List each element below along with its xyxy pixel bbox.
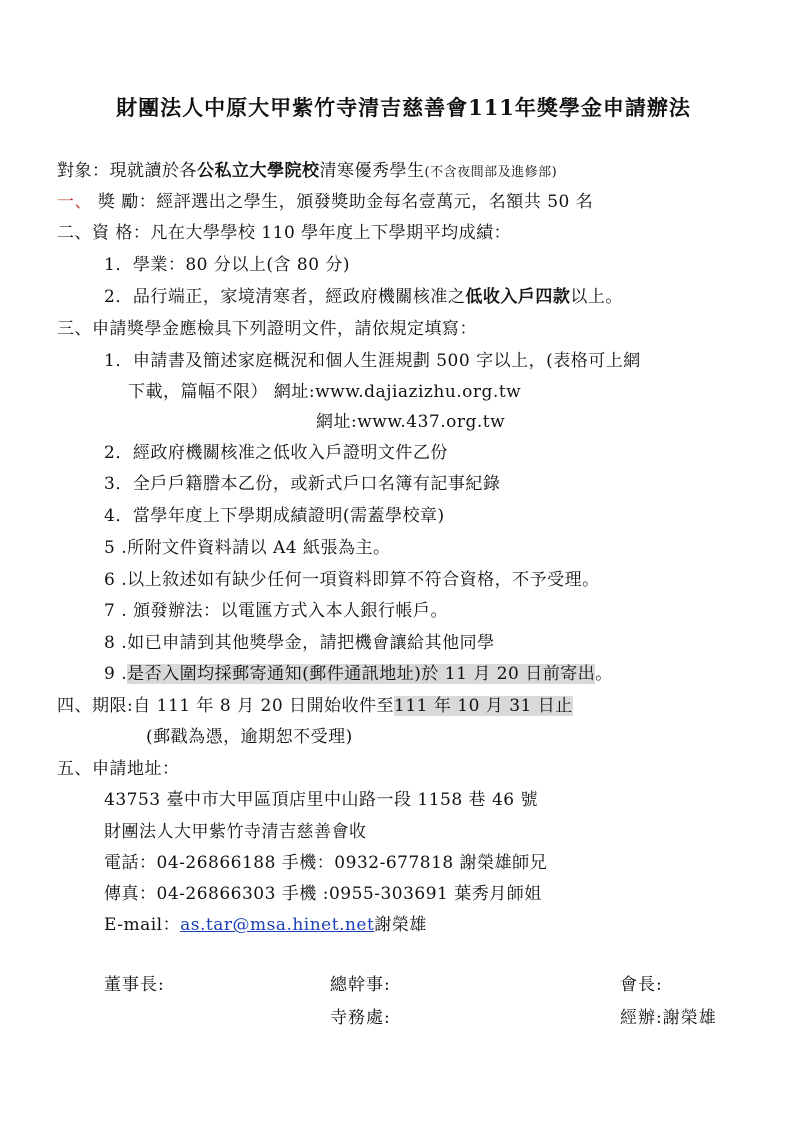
document-title: 財團法人中原大甲紫竹寺清吉慈善會111年獎學金申請辦法 [116,95,691,120]
target-note: (不含夜間部及進修部) [424,165,558,180]
section-5-heading: 五、申請地址： [57,759,180,779]
signature-chairman: 董事長: [104,975,165,995]
section-2-item-2-end: 以上。 [570,287,623,307]
section-3-item-9-number: 9 . [104,664,128,684]
address: 43753 臺中市大甲區頂店里中山路一段 1158 巷 46 號 [104,790,538,810]
section-3-item-8: 8 .如已申請到其他獎學金，請把機會讓給其他同學 [104,633,495,653]
section-3-item-1b: 下載，篇幅不限） 網址:www.dajiazizhu.org.tw [128,382,522,402]
email-label: E-mail： [104,915,181,935]
section-3-item-9-highlight: 是否入圍均採郵寄通知(郵件通訊地址)於 11 月 20 日前寄出 [127,664,596,684]
telephone: 電話：04-26866188 手機：0932-677818 謝榮雄師兄 [104,853,548,873]
section-3-item-5: 5 .所附文件資料請以 A4 紙張為主。 [104,538,391,558]
section-3-heading: 三、申請獎學金應檢具下列證明文件，請依規定填寫： [57,319,477,339]
section-2-heading: 二、資 格：凡在大學學校 110 學年度上下學期平均成績： [57,223,512,243]
email-link[interactable]: as.tar@msa.hinet.net [180,915,375,935]
section-3-item-9 [104,663,613,685]
section-4-note: (郵戳為憑，逾期恕不受理) [146,727,353,747]
section-3-item-6: 6 .以上敘述如有缺少任何一項資料即算不符合資格，不予受理。 [104,570,600,590]
section-4-text: 四、期限:自 111 年 8 月 20 日開始收件至 [57,696,395,716]
signature-president: 會長: [620,975,663,995]
target-bold: 公私立大學院校 [197,161,320,181]
section-3-item-9-end: 。 [595,664,613,684]
section-2-item-1: 1．學業：80 分以上(含 80 分) [104,255,351,275]
section-1 [57,191,593,213]
signature-handler: 經辦:謝榮雄 [620,1008,717,1028]
signature-general-manager: 總幹事: [330,975,391,995]
section-2-item-2-text: 2．品行端正，家境清寒者，經政府機關核准之 [104,287,466,307]
section-3-item-1c: 網址:www.437.org.tw [316,412,506,432]
section-1-text: 獎 勵：經評選出之學生，頒發獎助金每名壹萬元，名額共 50 名 [92,192,594,212]
section-3-item-3: 3．全戶戶籍謄本乙份，或新式戶口名簿有記事紀錄 [104,474,501,494]
organization: 財團法人大甲紫竹寺清吉慈善會收 [104,822,367,842]
section-3-item-4: 4．當學年度上下學期成績證明(需蓋學校章) [104,506,445,526]
fax: 傳真：04-26866303 手機 :0955-303691 葉秀月師姐 [104,884,542,904]
section-4-heading [57,695,573,717]
section-3-item-1a: 1．申請書及簡述家庭概況和個人生涯規劃 500 字以上，(表格可上網 [104,351,641,371]
target-rest: 清寒優秀學生 [319,161,425,181]
email-line [104,914,427,936]
section-3-item-2: 2．經政府機關核准之低收入戶證明文件乙份 [104,443,448,463]
signature-temple-affairs: 寺務處: [330,1008,391,1028]
section-2-item-2-bold: 低收入戶四款 [465,287,571,307]
section-3-item-7: 7 . 頒發辦法：以電匯方式入本人銀行帳戶。 [104,601,449,621]
section-2-item-2 [104,286,623,308]
target-label: 對象：現就讀於各 [57,161,197,181]
target-line [57,160,557,184]
section-1-number: 一、 [57,192,92,212]
section-4-deadline: 111 年 10 月 31 日止 [394,696,573,716]
email-contact-name: 謝榮雄 [374,915,427,935]
